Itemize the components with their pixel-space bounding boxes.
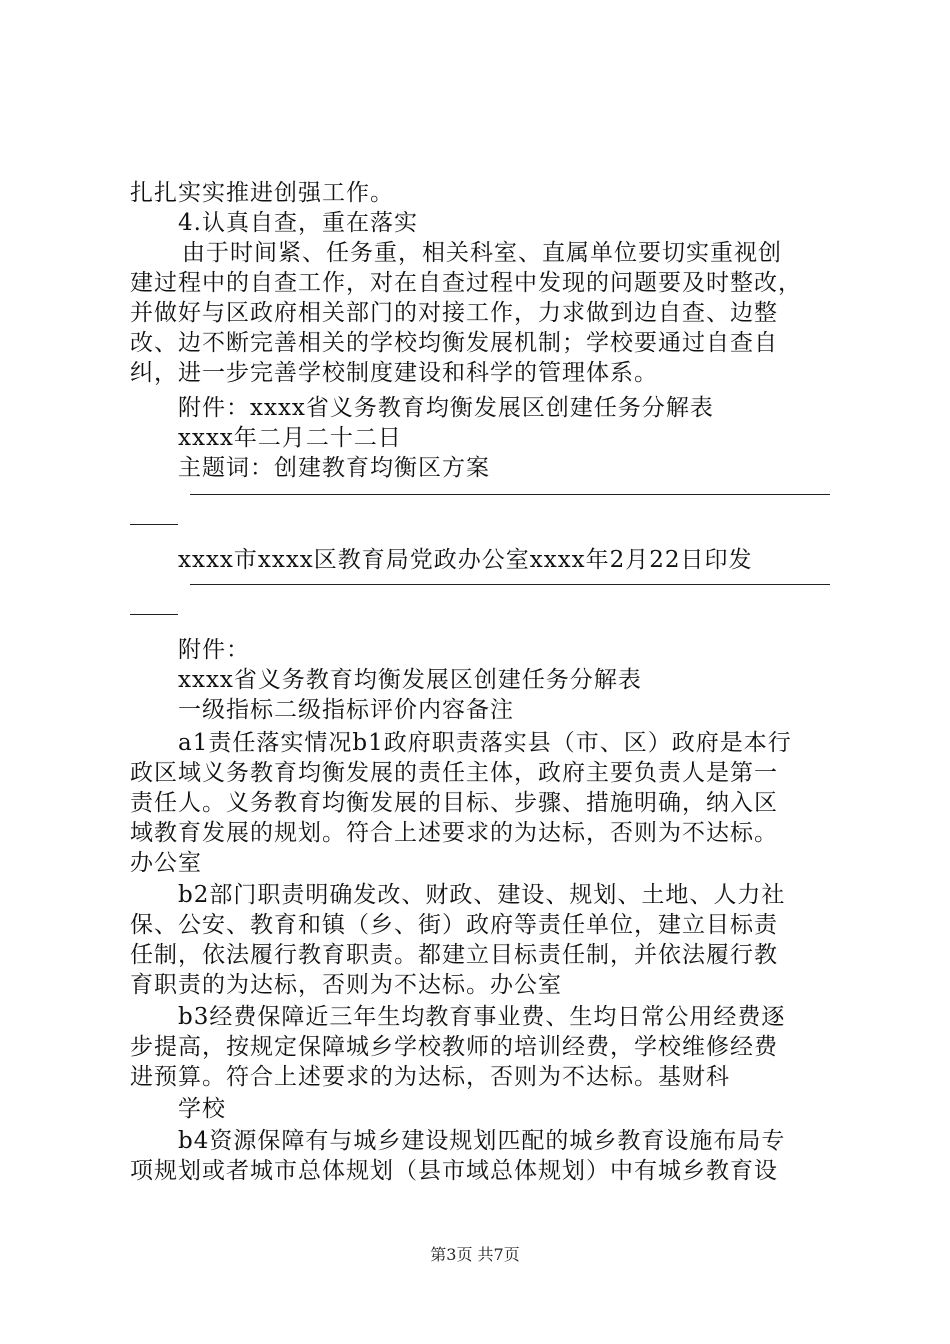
body-text-line: a1责任落实情况b1政府职责落实县（市、区）政府是本行 (178, 730, 792, 756)
issuer-line: xxxx市xxxx区教育局党政办公室xxxx年2月22日印发 (178, 547, 753, 573)
body-text-line: 域教育发展的规划。符合上述要求的为达标，否则为不达标。 (130, 820, 778, 846)
body-text-line: 项规划或者城市总体规划（县市域总体规划）中有城乡教育设 (130, 1158, 778, 1184)
body-text-line: 学校 (178, 1096, 226, 1122)
body-text-line: b3经费保障近三年生均教育事业费、生均日常公用经费逐 (178, 1004, 786, 1030)
attachment-title: xxxx省义务教育均衡发展区创建任务分解表 (178, 667, 642, 693)
attachment-line: 附件：xxxx省义务教育均衡发展区创建任务分解表 (178, 395, 714, 421)
body-text-line: b2部门职责明确发改、财政、建设、规划、土地、人力社 (178, 882, 786, 908)
page-number: 第3页 共7页 (430, 1245, 520, 1264)
body-text-line: 并做好与区政府相关部门的对接工作，力求做到边自查、边整 (130, 300, 778, 326)
body-text-line: 进预算。符合上述要求的为达标，否则为不达标。基财科 (130, 1064, 730, 1090)
section-heading: 4.认真自查，重在落实 (178, 210, 418, 236)
body-text-line: 纠，进一步完善学校制度建设和科学的管理体系。 (130, 360, 658, 386)
date-line: xxxx年二月二十二日 (178, 425, 402, 451)
attachment-label: 附件： (178, 637, 250, 663)
table-header-line: 一级指标二级指标评价内容备注 (178, 697, 514, 723)
body-text-line: 政区域义务教育均衡发展的责任主体，政府主要负责人是第一 (130, 760, 778, 786)
body-text-line: 步提高，按规定保障城乡学校教师的培训经费，学校维修经费 (130, 1034, 778, 1060)
separator-rule-continued (130, 614, 178, 615)
body-text-line: 办公室 (130, 850, 202, 876)
body-text-line: 责任人。义务教育均衡发展的目标、步骤、措施明确，纳入区 (130, 790, 778, 816)
body-text-line: 任制，依法履行教育职责。都建立目标责任制，并依法履行教 (130, 942, 778, 968)
body-text-line: 保、公安、教育和镇（乡、街）政府等责任单位，建立目标责 (130, 912, 778, 938)
body-text-line: 扎扎实实推进创强工作。 (130, 180, 394, 206)
subject-line: 主题词：创建教育均衡区方案 (178, 455, 490, 481)
body-text-line: b4资源保障有与城乡建设规划匹配的城乡教育设施布局专 (178, 1128, 786, 1154)
body-text-line: 育职责的为达标，否则为不达标。办公室 (130, 972, 562, 998)
body-text-line: 改、边不断完善相关的学校均衡发展机制；学校要通过自查自 (130, 330, 778, 356)
separator-rule-continued (130, 524, 178, 525)
body-text-line: 建过程中的自查工作，对在自查过程中发现的问题要及时整改， (130, 270, 802, 296)
separator-rule (190, 584, 830, 585)
body-text-line: 由于时间紧、任务重，相关科室、直属单位要切实重视创 (182, 240, 782, 266)
separator-rule (190, 494, 830, 495)
